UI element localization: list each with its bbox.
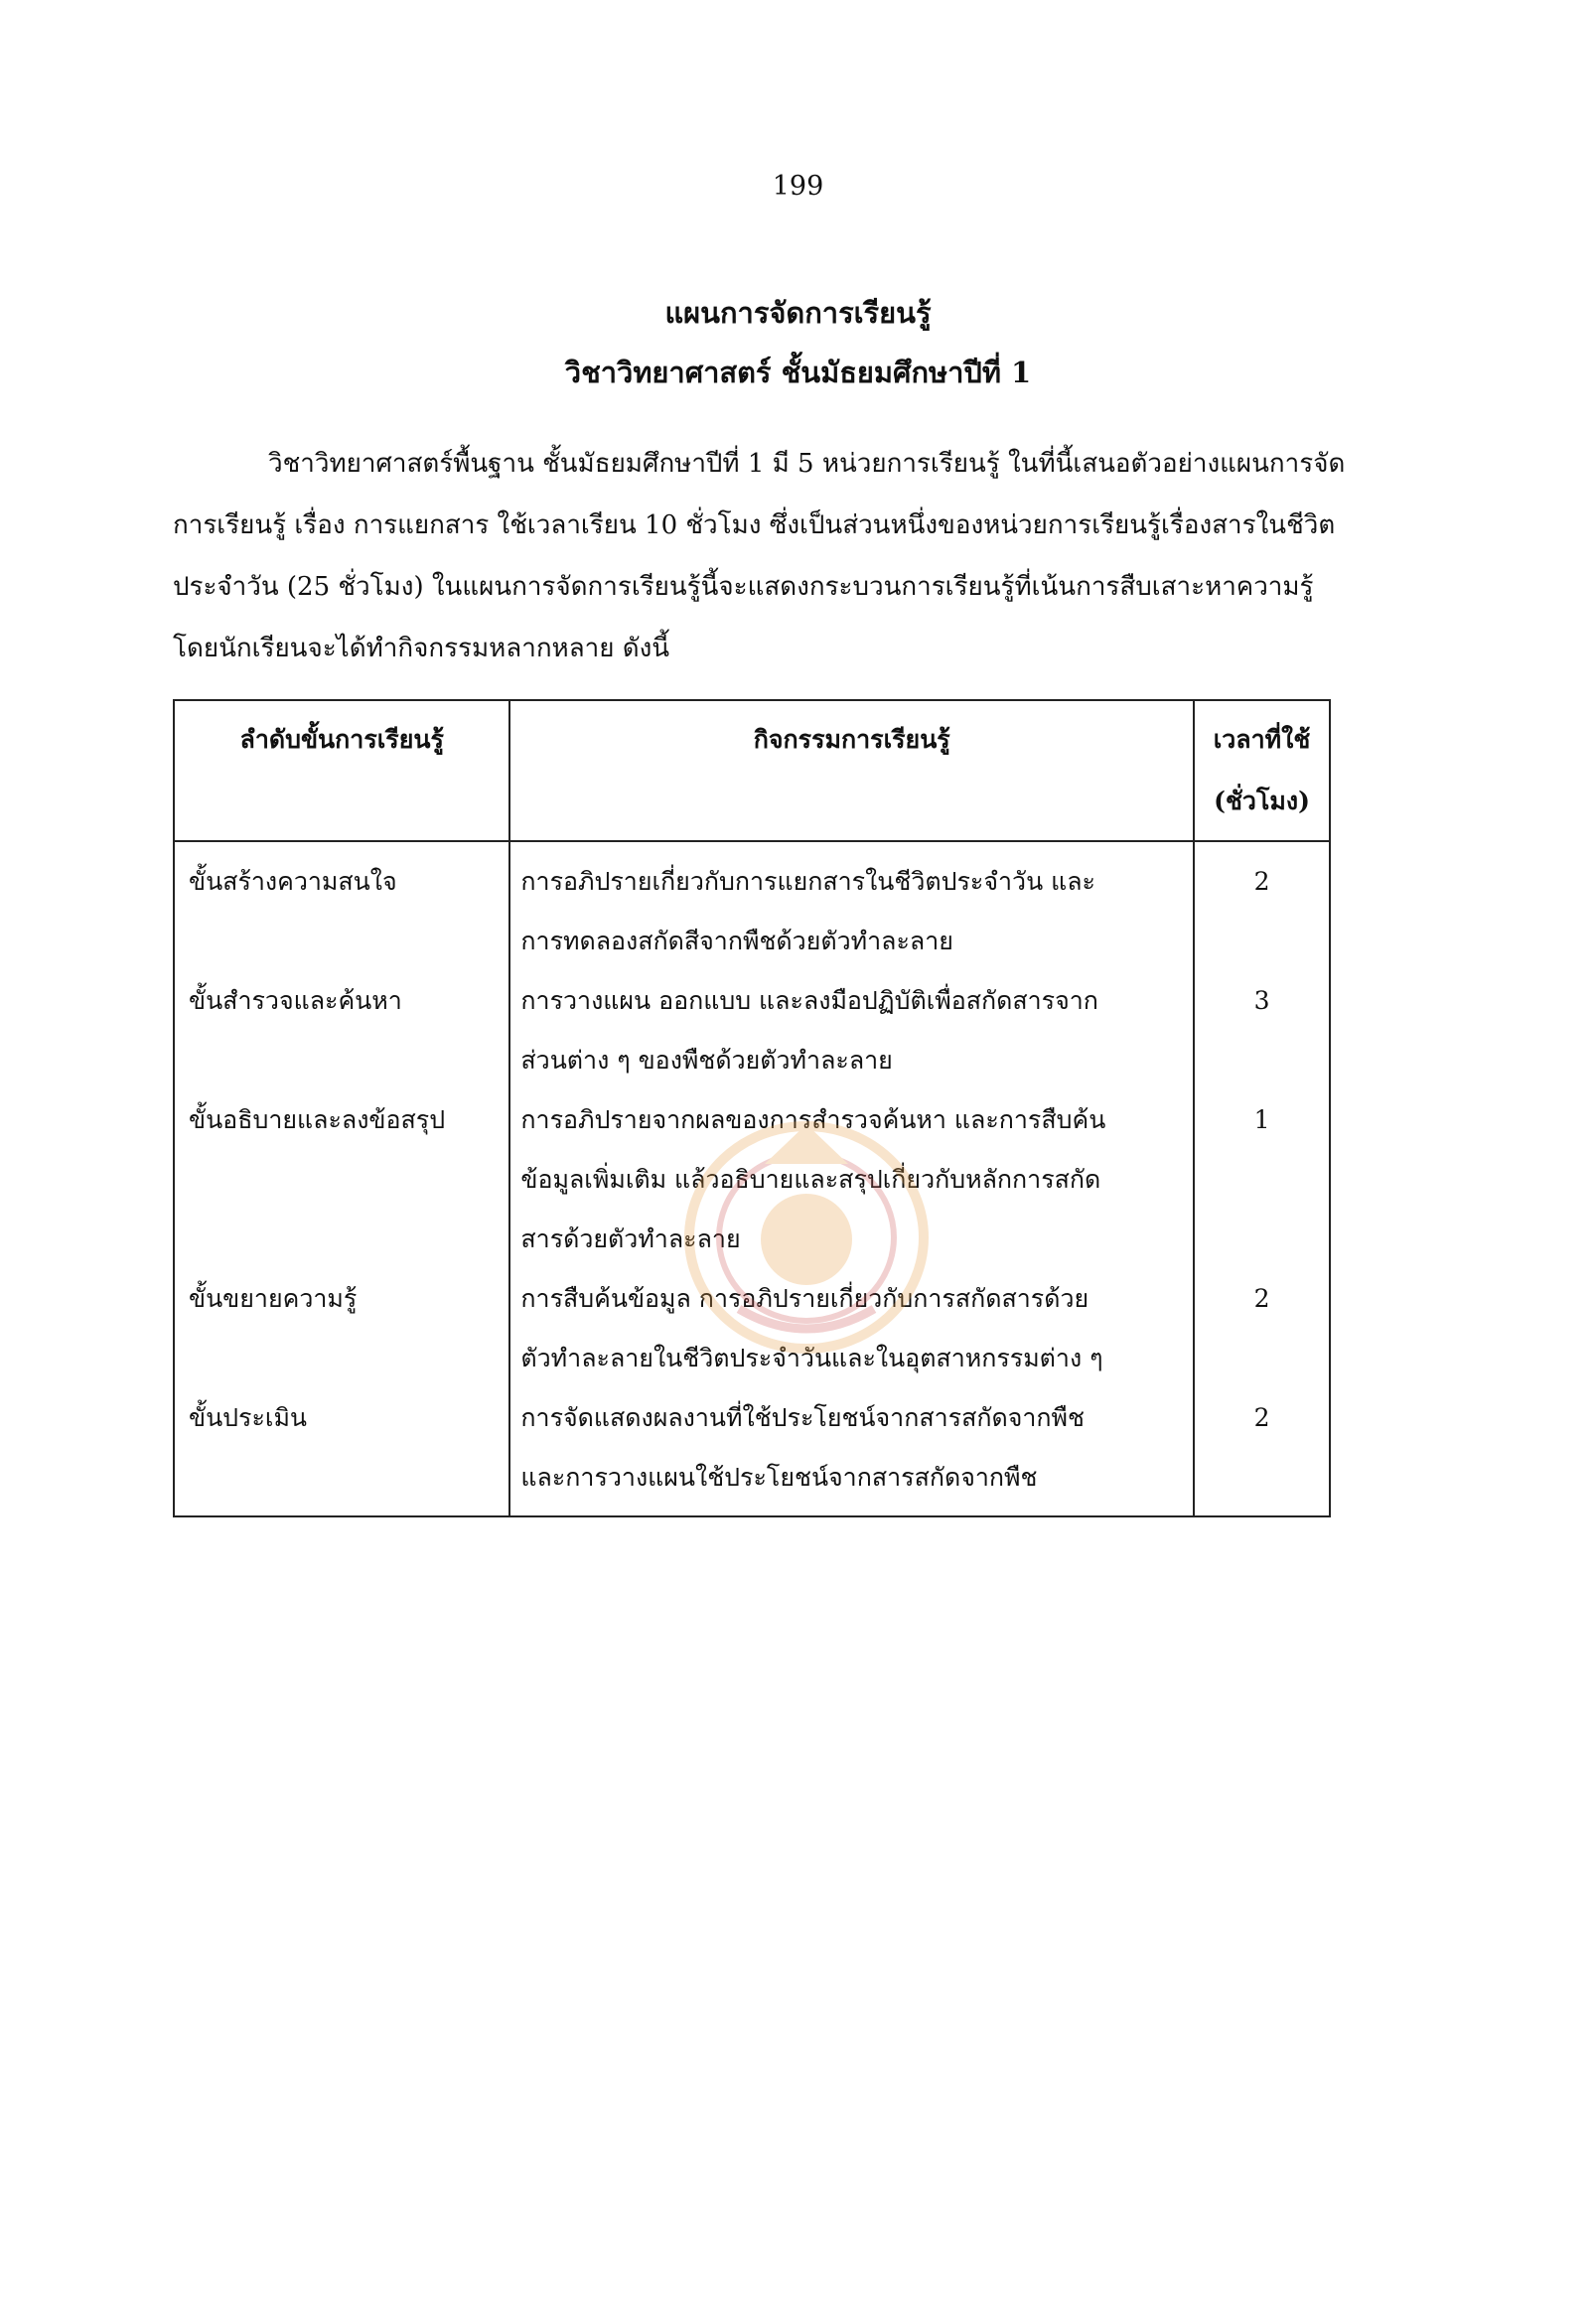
table-row (174, 971, 1330, 1090)
step-cell: ขั้นสำรวจและค้นหา (174, 971, 509, 1090)
activity-line: การอภิปรายจากผลของการสำรวจค้นหา และการสืบค้น (520, 1105, 1106, 1134)
table-row (174, 1388, 1330, 1516)
activity-line: ข้อมูลเพิ่มเติม แล้วอธิบายและสรุปเกี่ยวกับหลักการสกัด (520, 1165, 1101, 1194)
header-time-line2: (ชั่วโมง) (1214, 787, 1310, 815)
intro-line: โดยนักเรียนจะได้ทำกิจกรรมหลากหลาย ดังนี้ (173, 634, 670, 663)
activity-cell (509, 1388, 1194, 1516)
table-row (174, 841, 1330, 971)
activity-line: การอภิปรายเกี่ยวกับการแยกสารในชีวิตประจำวัน และ (520, 867, 1095, 896)
hours-cell: 2 (1194, 1269, 1330, 1388)
hours-cell: 3 (1194, 971, 1330, 1090)
activity-line: การวางแผน ออกแบบ และลงมือปฏิบัติเพื่อสกัดสารจาก (520, 986, 1098, 1015)
document-subtitle: วิชาวิทยาศาสตร์ ชั้นมัธยมศึกษาปีที่ 1 (564, 356, 1032, 389)
intro-line: การเรียนรู้ เรื่อง การแยกสาร ใช้เวลาเรียน 10 ชั่วโมง ซึ่งเป็นส่วนหนึ่งของหน่วยการเรียนรู้เรื่องสารในชีวิต (173, 510, 1336, 540)
activity-line: การสืบค้นข้อมูล การอภิปรายเกี่ยวกับการสกัดสารด้วย (520, 1284, 1089, 1313)
header-step: ลำดับขั้นการเรียนรู้ (174, 700, 509, 841)
page-number: 199 (772, 171, 824, 202)
seal-emblem-icon (669, 1104, 943, 1363)
intro-paragraph (173, 433, 1432, 679)
activity-line: การทดลองสกัดสีจากพืชด้วยตัวทำละลาย (520, 927, 953, 955)
activity-cell (509, 971, 1194, 1090)
table-header-row (174, 700, 1330, 841)
step-cell: ขั้นประเมิน (174, 1388, 509, 1516)
intro-line: ประจำวัน (25 ชั่วโมง) ในแผนการจัดการเรียนรู้นี้จะแสดงกระบวนการเรียนรู้ที่เน้นการสืบเสาะหาความรู้ (173, 572, 1314, 602)
activity-line: และการวางแผนใช้ประโยชน์จากสารสกัดจากพืช (520, 1463, 1038, 1492)
hours-cell: 2 (1194, 1388, 1330, 1516)
activity-line: การจัดแสดงผลงานที่ใช้ประโยชน์จากสารสกัดจากพืช (520, 1403, 1085, 1432)
activity-cell (509, 841, 1194, 971)
document-title: แผนการจัดการเรียนรู้ (664, 296, 932, 330)
seal-center (761, 1194, 852, 1285)
hours-cell: 2 (1194, 841, 1330, 971)
hours-cell: 1 (1194, 1090, 1330, 1269)
step-cell: ขั้นอธิบายและลงข้อสรุป (174, 1090, 509, 1269)
step-cell: ขั้นขยายความรู้ (174, 1269, 509, 1388)
header-activity: กิจกรรมการเรียนรู้ (509, 700, 1194, 841)
step-cell: ขั้นสร้างความสนใจ (174, 841, 509, 971)
activity-line: สารด้วยตัวทำละลาย (520, 1224, 741, 1253)
activity-line: ตัวทำละลายในชีวิตประจำวันและในอุตสาหกรรมต่าง ๆ (520, 1344, 1103, 1372)
activity-line: ส่วนต่าง ๆ ของพืชด้วยตัวทำละลาย (520, 1046, 893, 1075)
header-time-line1: เวลาที่ใช้ (1213, 725, 1311, 754)
header-time (1194, 700, 1330, 841)
intro-line: วิชาวิทยาศาสตร์พื้นฐาน ชั้นมัธยมศึกษาปีที่ 1 มี 5 หน่วยการเรียนรู้ ในที่นี้เสนอตัวอย่างแผนการจัด (268, 449, 1346, 479)
